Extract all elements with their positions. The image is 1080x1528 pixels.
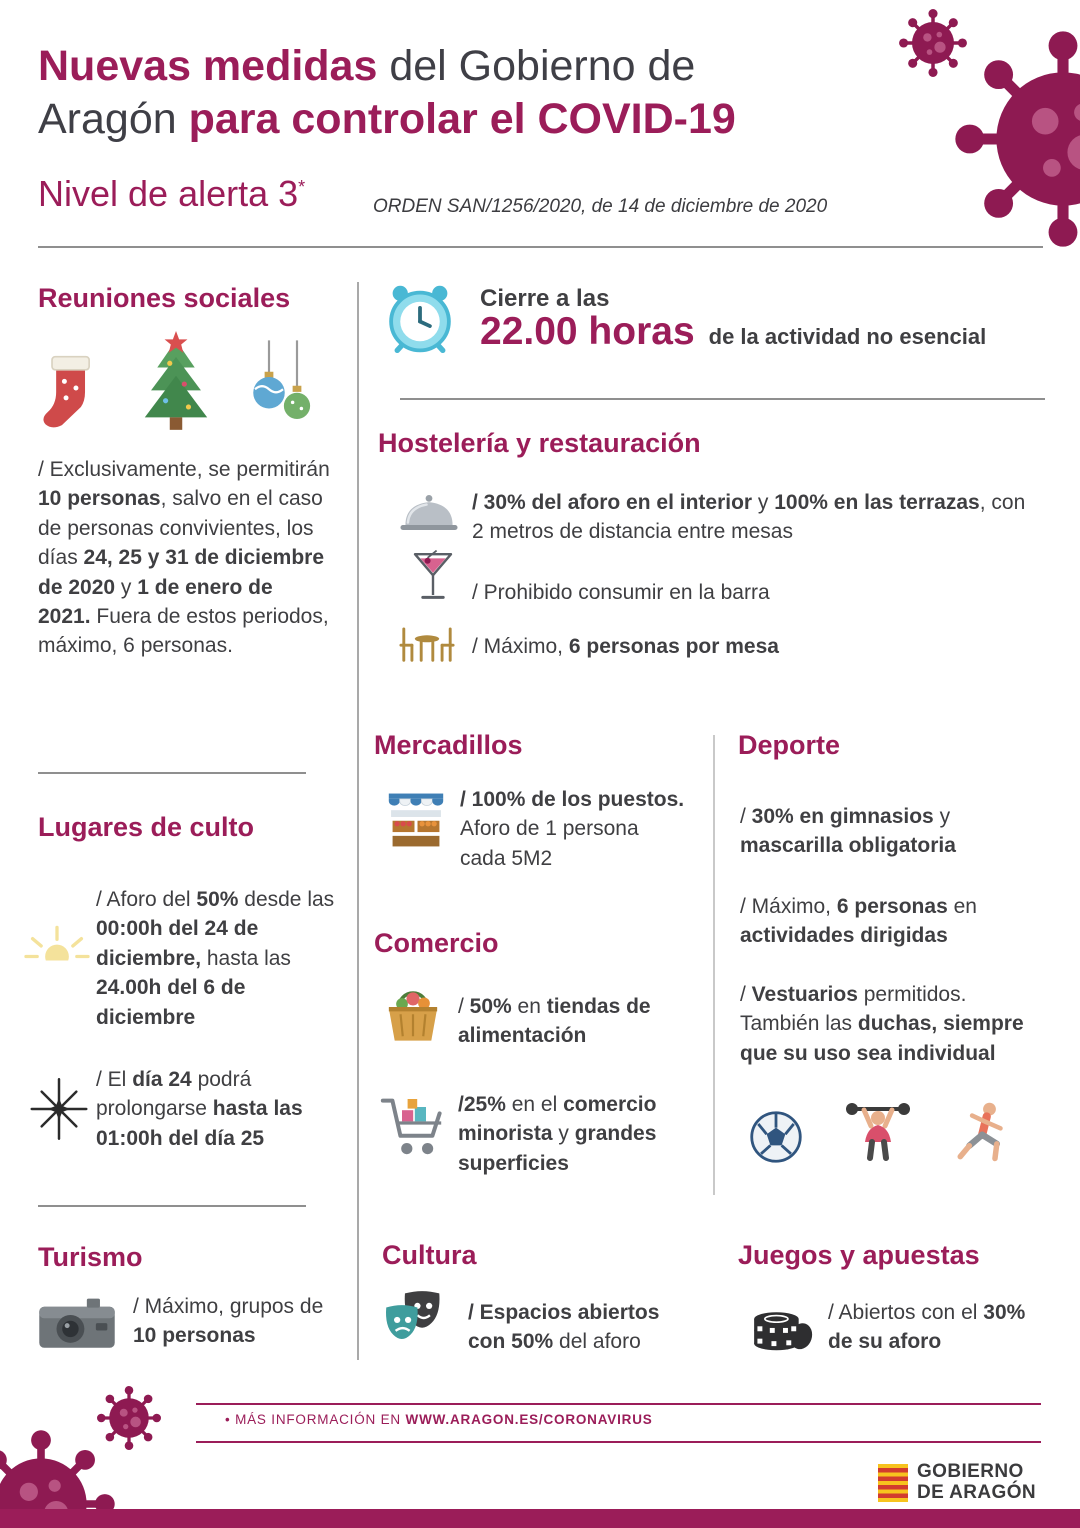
baubles-icon	[248, 334, 318, 434]
page-title-line1: Nuevas medidas del Gobierno de	[38, 42, 696, 90]
weightlifter-icon	[842, 1095, 914, 1165]
deporte-bullet-actividades: / Máximo, 6 personas en actividades dirigidas	[740, 895, 977, 948]
comercio-bullet-alimentacion: / 50% en tiendas de alimentación	[458, 995, 651, 1048]
grocery-basket-icon	[380, 985, 446, 1045]
section-heading-lugares-de-culto: Lugares de culto	[38, 812, 255, 842]
section-heading-cultura: Cultura	[382, 1240, 477, 1270]
cultura-bullet: / Espacios abiertos con 50% del aforo	[468, 1301, 660, 1354]
main-vertical-divider	[357, 282, 359, 1360]
gobierno-de-aragon-logo	[878, 1462, 1036, 1503]
order-reference: ORDEN SAN/1256/2020, de 14 de diciembre de 2020	[373, 196, 828, 217]
runner-icon	[952, 1099, 1016, 1165]
alert-level	[38, 173, 305, 215]
reuniones-body-text: / Exclusivamente, se permitirán 10 personas, salvo en el caso de personas convivientes, los días 24, 25 y 31 de diciembre de 2020 y 1 de enero de 2021. Fuera de estos periodos, máximo, 6 personas.	[38, 458, 330, 658]
table-and-chairs-icon	[398, 622, 456, 666]
hosteleria-bullet-mesa: / Máximo, 6 personas por mesa	[472, 635, 779, 658]
mercadillos-bullet: / 100% de los puestos. Aforo de 1 persona cada 5M2	[460, 788, 685, 870]
soccer-ball-icon	[748, 1109, 804, 1165]
logo-text-line2: DE ARAGÓN	[917, 1481, 1037, 1503]
lugares-bullet-dia24: / El día 24 podrá prolongarse hasta las 01:00h del día 25	[96, 1068, 303, 1150]
coronavirus-icon	[952, 28, 1080, 250]
section-divider	[38, 772, 306, 774]
market-stall-icon	[382, 790, 450, 853]
christmas-stocking-icon	[38, 342, 104, 434]
curfew-lead: Cierre a las	[480, 285, 610, 312]
bottom-accent-bar	[0, 1509, 1080, 1528]
juegos-bullet: / Abiertos con el 30% de su aforo	[828, 1301, 1026, 1354]
section-divider	[400, 398, 1045, 400]
serving-dish-icon	[398, 492, 460, 537]
christmas-star-icon	[28, 1078, 90, 1140]
header-divider	[38, 246, 1043, 248]
deporte-bullet-vestuarios: / Vestuarios permitidos. También las duchas, siempre que su uso sea individual	[740, 983, 1024, 1065]
theater-masks-icon	[380, 1290, 458, 1353]
curfew-line	[480, 310, 986, 354]
lugares-bullet-aforo: / Aforo del 50% desde las 00:00h del 24 de diciembre, hasta las 24.00h del 6 de diciembre	[96, 888, 335, 1029]
hosteleria-bullet-barra: / Prohibido consumir en la barra	[472, 581, 770, 604]
comercio-bullet-minorista: /25% en el comercio minorista y grandes superficies	[458, 1093, 657, 1175]
column-vertical-divider	[713, 735, 715, 1195]
page-title	[38, 40, 878, 147]
page-title-line2: Aragón para controlar el COVID-19	[38, 95, 736, 144]
alarm-clock-icon	[382, 282, 458, 358]
deporte-bullet-gimnasios: / 30% en gimnasios y mascarilla obligatoria	[740, 805, 956, 858]
logo-text-line1: GOBIERNO	[917, 1461, 1024, 1482]
casino-chips-icon	[750, 1293, 816, 1353]
turismo-bullet: / Máximo, grupos de 10 personas	[133, 1295, 324, 1348]
camera-icon	[36, 1295, 118, 1353]
dawn-sun-icon	[24, 918, 90, 962]
hosteleria-bullet-aforo: / 30% del aforo en el interior y 100% en las terrazas, con 2 metros de distancia entre mesas	[472, 491, 1026, 544]
section-heading-deporte: Deporte	[738, 730, 841, 760]
alert-level-text: Nivel de alerta 3	[38, 173, 299, 214]
footer-divider-top	[196, 1403, 1041, 1405]
section-heading-hosteleria: Hostelería y restauración	[378, 428, 701, 458]
section-heading-juegos: Juegos y apuestas	[738, 1240, 980, 1270]
curfew-time: 22.00 horas	[480, 310, 695, 353]
aragon-flag-icon	[878, 1464, 908, 1502]
footer-info-text: • MÁS INFORMACIÓN EN WWW.ARAGON.ES/CORONAVIRUS	[225, 1412, 653, 1427]
curfew-tail: de la actividad no esencial	[708, 324, 987, 349]
section-heading-turismo: Turismo	[38, 1242, 143, 1272]
section-heading-mercadillos: Mercadillos	[374, 730, 523, 760]
cocktail-icon	[412, 542, 454, 612]
alert-level-asterisk: *	[298, 177, 306, 197]
shopping-cart-icon	[378, 1088, 450, 1166]
christmas-tree-icon	[134, 330, 218, 434]
footer-divider-bottom	[196, 1441, 1041, 1443]
section-heading-comercio: Comercio	[374, 928, 499, 958]
sports-icons-row	[748, 1095, 1016, 1165]
section-heading-reuniones: Reuniones sociales	[38, 283, 291, 313]
christmas-icons-row	[38, 330, 318, 434]
section-divider	[38, 1205, 306, 1207]
logo-text	[917, 1462, 1036, 1503]
